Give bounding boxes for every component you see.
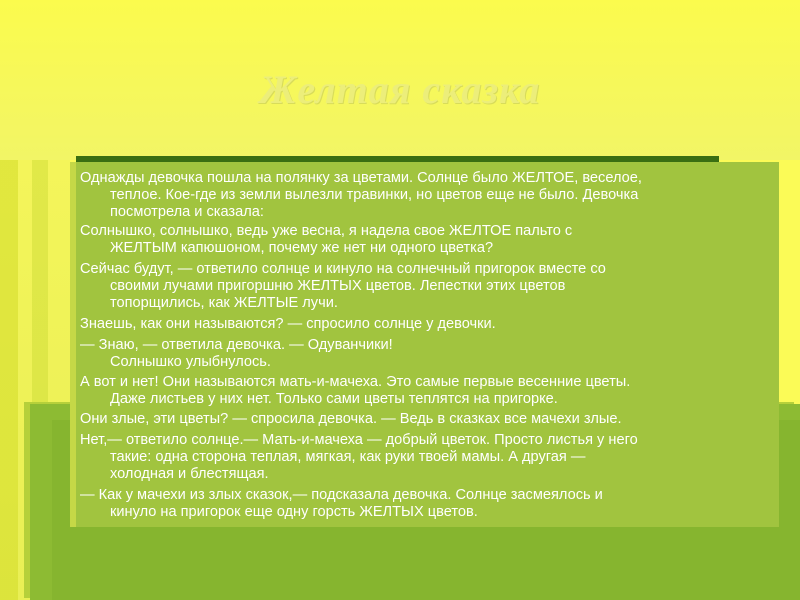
- paragraph-line: Солнышко улыбнулось.: [110, 354, 271, 370]
- story-paragraph: [80, 223, 770, 257]
- story-paragraph: [80, 374, 770, 408]
- paragraph-line: Знаешь, как они называются? — спросило солнце у девочки.: [80, 316, 496, 332]
- paragraph-line: такие: одна сторона теплая, мягкая, как руки твоей мамы. А другая —: [110, 449, 586, 465]
- slide-title: Желтая сказка: [259, 67, 541, 112]
- paragraph-line: А вот и нет! Они называются мать-и-мачеха. Это самые первые весенние цветы.: [80, 374, 631, 390]
- paragraph-line: холодная и блестящая.: [110, 466, 269, 482]
- story-paragraph: [80, 337, 770, 371]
- paragraph-line: Даже листьев у них нет. Только сами цветы теплятся на пригорке.: [110, 391, 558, 407]
- story-paragraph: [80, 316, 770, 333]
- paragraph-line: — Знаю, — ответила девочка. — Одуванчики!: [80, 337, 393, 353]
- paragraph-line: Однажды девочка пошла на полянку за цветами. Солнце было ЖЕЛТОЕ, веселое,: [80, 170, 642, 186]
- paragraph-line: — Как у мачехи из злых сказок,— подсказала девочка. Солнце засмеялось и: [80, 487, 603, 503]
- paragraph-line: теплое. Кое-где из земли вылезли травинки, но цветов еще не было. Девочка: [110, 187, 639, 203]
- story-paragraph: [80, 411, 770, 428]
- story-paragraph: [80, 261, 770, 312]
- story-paragraph: [80, 487, 770, 521]
- paragraph-line: ЖЕЛТЫМ капюшоном, почему же нет ни одного цветка?: [110, 240, 494, 256]
- story-paragraph: [80, 432, 770, 483]
- paragraph-line: своими лучами пригоршню ЖЕЛТЫХ цветов. Лепестки этих цветов: [110, 278, 566, 294]
- paragraph-line: кинуло на пригорок еще одну горсть ЖЕЛТЫХ цветов.: [110, 504, 478, 520]
- paragraph-line: Солнышко, солнышко, ведь уже весна, я надела свое ЖЕЛТОЕ пальто с: [80, 223, 573, 239]
- paragraph-line: Нет,— ответило солнце.— Мать-и-мачеха — добрый цветок. Просто листья у него: [80, 432, 638, 448]
- paragraph-line: Они злые, эти цветы? — спросила девочка. — Ведь в сказках все мачехи злые.: [80, 411, 622, 427]
- story-paragraph: [80, 170, 770, 221]
- paragraph-line: Сейчас будут, — ответило солнце и кинуло на солнечный пригорок вместе со: [80, 261, 606, 277]
- paragraph-line: топорщились, как ЖЕЛТЫЕ лучи.: [110, 295, 338, 311]
- paragraph-line: посмотрела и сказала:: [110, 204, 264, 220]
